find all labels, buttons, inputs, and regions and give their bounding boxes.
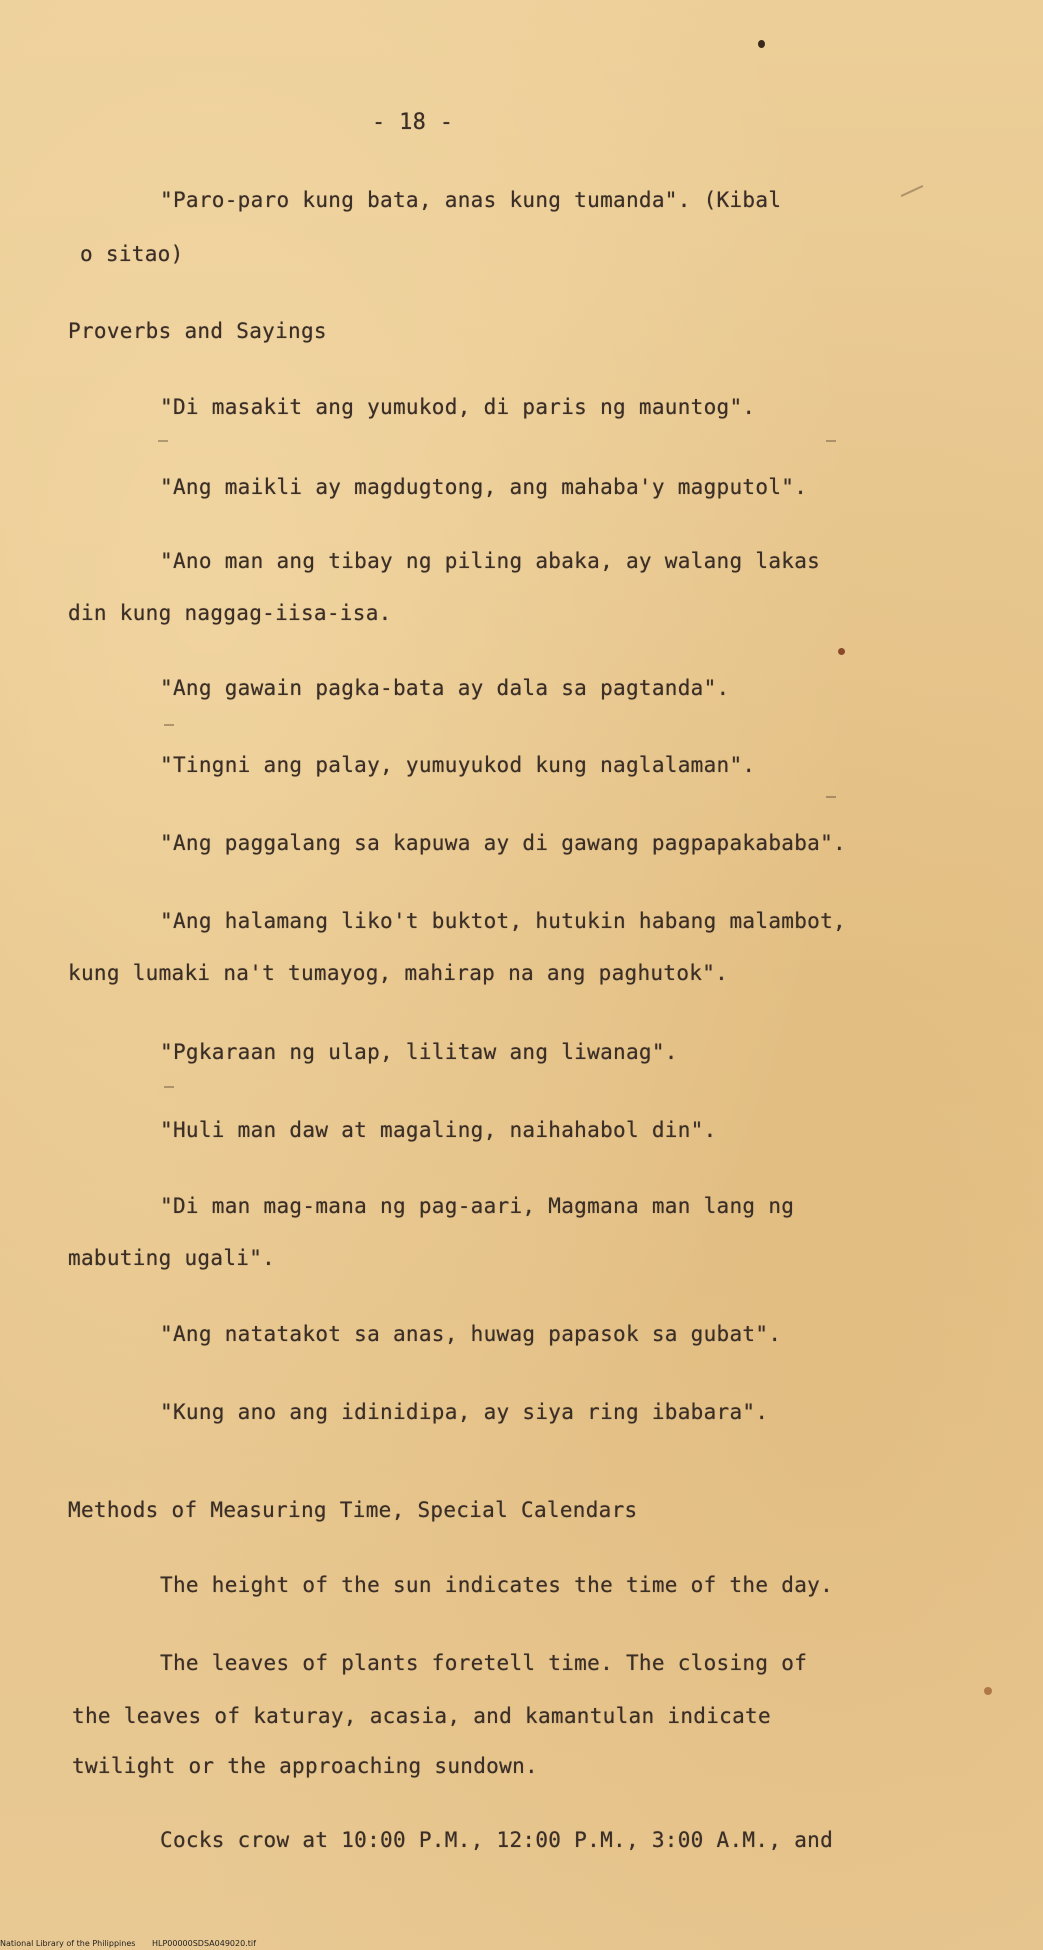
footer-filename: HLP00000SDSA049020.tif	[151, 1939, 256, 1948]
intro-saying-line-2: o sitao)	[80, 242, 184, 266]
methods-line: Cocks crow at 10:00 P.M., 12:00 P.M., 3:00 A.M., and	[160, 1828, 834, 1852]
proverb-line: "Di masakit ang yumukod, di paris ng mauntog".	[160, 395, 756, 419]
stray-mark	[164, 1086, 174, 1088]
proverb-line: mabuting ugali".	[68, 1246, 276, 1270]
proverb-line: "Ang halamang liko't buktot, hutukin habang malambot,	[160, 909, 846, 933]
ink-speck	[758, 40, 765, 48]
stray-mark	[826, 796, 836, 798]
proverb-line: "Di man mag-mana ng pag-aari, Magmana man lang ng	[160, 1194, 795, 1218]
stray-mark	[826, 440, 836, 442]
proverb-line: "Ang gawain pagka-bata ay dala sa pagtanda".	[160, 676, 730, 700]
proverb-line: "Ang natatakot sa anas, huwag papasok sa gubat".	[160, 1322, 782, 1346]
section-heading-methods: Methods of Measuring Time, Special Calendars	[68, 1498, 638, 1522]
stray-mark	[164, 724, 174, 726]
proverb-line: "Ang paggalang sa kapuwa ay di gawang pagpapakababa".	[160, 831, 846, 855]
scan-footer	[0, 1939, 270, 1949]
proverb-line: "Ang maikli ay magdugtong, ang mahaba'y magputol".	[160, 475, 808, 499]
page-number: - 18 -	[372, 110, 454, 135]
methods-line: The leaves of plants foretell time. The closing of	[160, 1651, 808, 1675]
ink-speck	[838, 648, 845, 655]
methods-line: The height of the sun indicates the time of the day.	[160, 1573, 834, 1597]
intro-saying-line-1: "Paro-paro kung bata, anas kung tumanda". (Kibal	[160, 188, 782, 212]
stray-mark	[901, 185, 924, 197]
proverb-line: "Huli man daw at magaling, naihahabol din".	[160, 1118, 717, 1142]
proverb-line: kung lumaki na't tumayog, mahirap na ang paghutok".	[68, 961, 729, 985]
methods-line: twilight or the approaching sundown.	[72, 1754, 538, 1778]
section-heading-proverbs: Proverbs and Sayings	[68, 319, 327, 343]
stray-mark	[158, 440, 168, 442]
proverb-line: "Kung ano ang idinidipa, ay siya ring ibabara".	[160, 1400, 769, 1424]
methods-line: the leaves of katuray, acasia, and kamantulan indicate	[72, 1704, 771, 1728]
proverb-line: din kung naggag-iisa-isa.	[68, 601, 392, 625]
proverb-line: "Pgkaraan ng ulap, lilitaw ang liwanag".	[160, 1040, 678, 1064]
proverb-line: "Tingni ang palay, yumuyukod kung naglalaman".	[160, 753, 756, 777]
footer-institution: National Library of the Philippines	[0, 1939, 136, 1948]
proverb-line: "Ano man ang tibay ng piling abaka, ay walang lakas	[160, 549, 821, 573]
ink-speck	[984, 1687, 992, 1695]
